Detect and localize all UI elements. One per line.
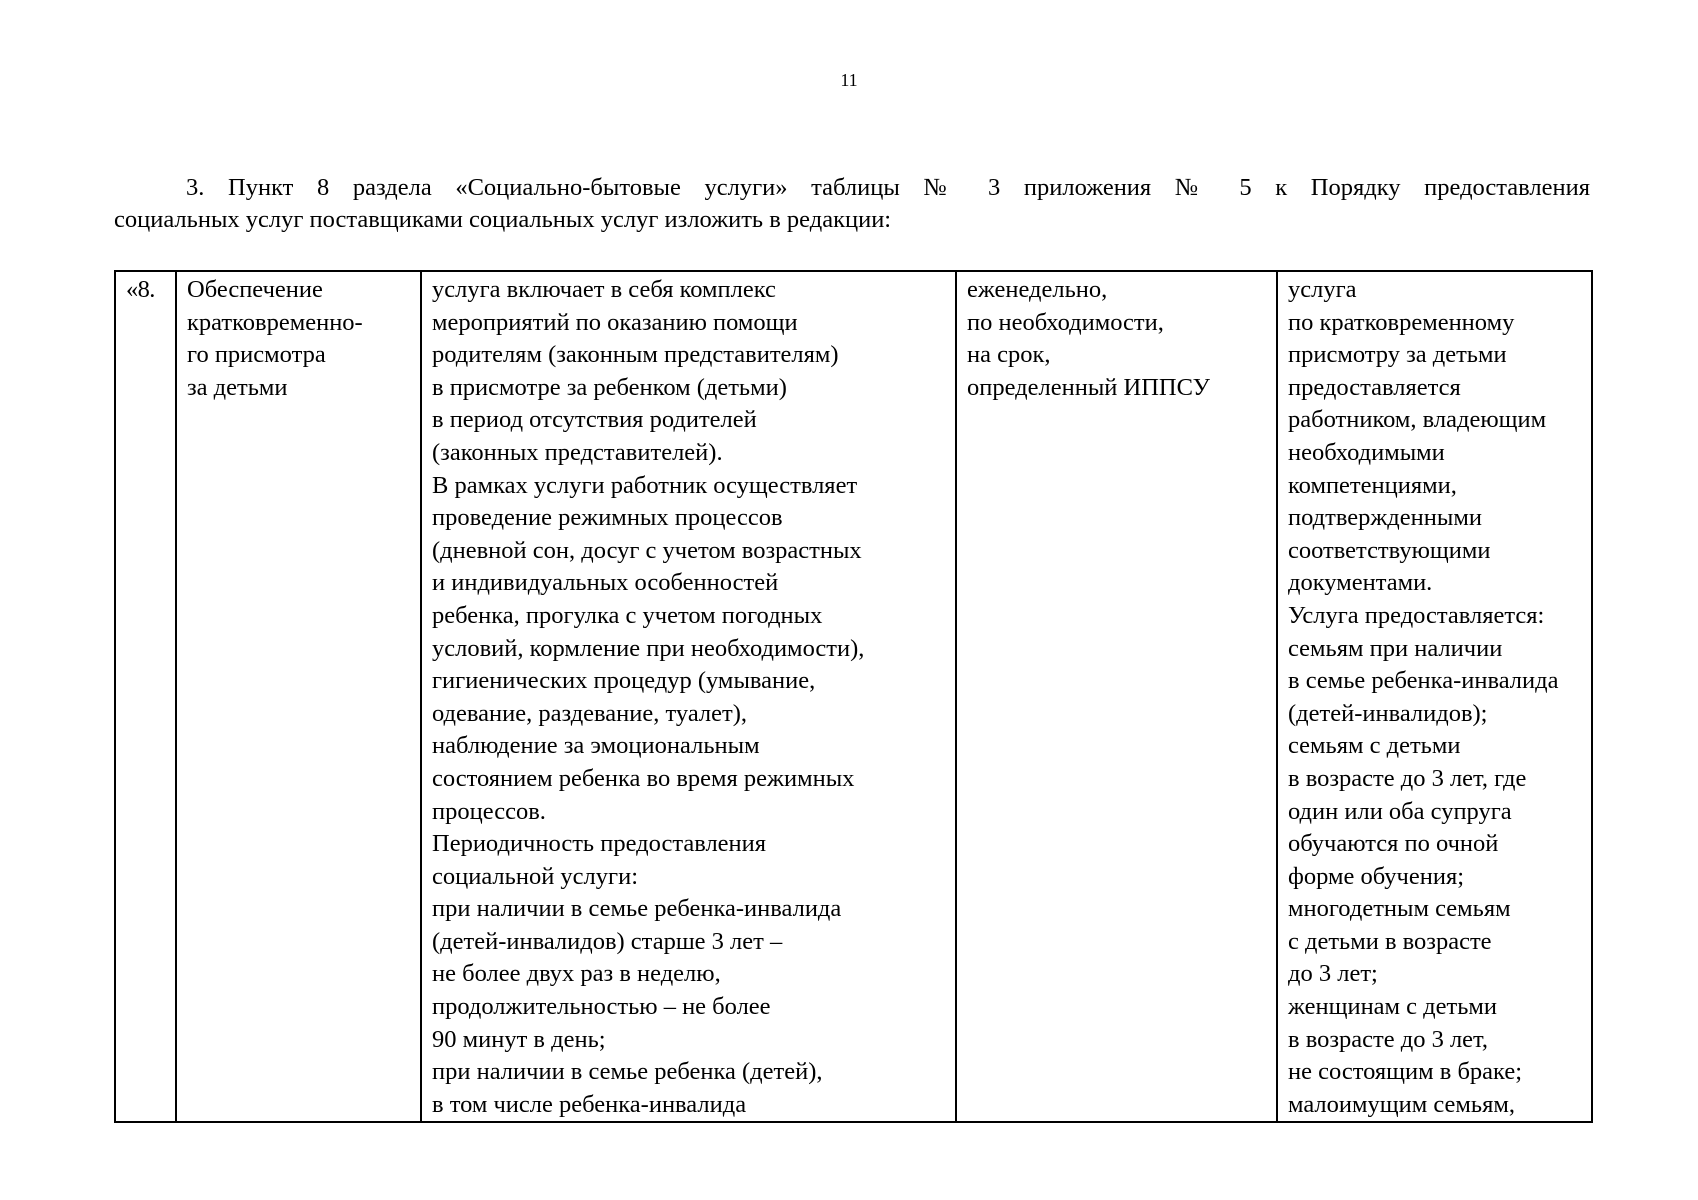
cell-text-line: при наличии в семье ребенка (детей), bbox=[432, 1058, 823, 1086]
amendment-paragraph-line-1: 3. Пункт 8 раздела «Социально-бытовые услуги» таблицы № 3 приложения № 5 к Порядку предоставления bbox=[186, 174, 1590, 201]
cell-text-line: по кратковременному bbox=[1288, 308, 1515, 336]
item-number: «8. bbox=[126, 276, 155, 303]
cell-text-line: продолжительностью – не более bbox=[432, 993, 771, 1021]
service-description-cell bbox=[421, 271, 956, 1122]
cell-text-line: в возрасте до 3 лет, bbox=[1288, 1025, 1489, 1053]
cell-text-line: в возрасте до 3 лет, где bbox=[1288, 764, 1527, 792]
cell-text-line: гигиенических процедур (умывание, bbox=[432, 667, 816, 695]
cell-text-line: в семье ребенка-инвалида bbox=[1288, 667, 1559, 695]
cell-text-line: Периодичность предоставления bbox=[432, 830, 767, 858]
page-number: 11 bbox=[840, 70, 858, 90]
cell-text-line: родителям (законным представителям) bbox=[432, 341, 839, 369]
cell-text-line: в период отсутствия родителей bbox=[432, 406, 757, 434]
cell-text-line: предоставляется bbox=[1288, 373, 1461, 401]
cell-text-line: женщинам с детьми bbox=[1288, 993, 1498, 1021]
cell-text-line: процессов. bbox=[432, 797, 546, 825]
cell-text-line: В рамках услуги работник осуществляет bbox=[432, 471, 858, 499]
cell-text-line: определенный ИППСУ bbox=[967, 373, 1210, 401]
cell-text-line: наблюдение за эмоциональным bbox=[432, 732, 760, 760]
cell-text-line: соответствующими bbox=[1288, 536, 1491, 564]
cell-text-line: малоимущим семьям, bbox=[1288, 1090, 1515, 1118]
cell-text-line: форме обучения; bbox=[1288, 862, 1465, 890]
cell-text-line: семьям при наличии bbox=[1288, 634, 1503, 662]
cell-text-line: в присмотре за ребенком (детьми) bbox=[432, 373, 787, 401]
cell-text-line: многодетным семьям bbox=[1288, 895, 1511, 923]
amendment-paragraph bbox=[114, 172, 1590, 236]
cell-text-line: Услуга предоставляется: bbox=[1288, 601, 1545, 629]
cell-text-line: с детьми в возрасте bbox=[1288, 927, 1492, 955]
cell-text-line: обучаются по очной bbox=[1288, 830, 1499, 858]
frequency-cell bbox=[956, 271, 1277, 1122]
item-number-cell bbox=[115, 271, 176, 1122]
cell-text-line: в том числе ребенка-инвалида bbox=[432, 1090, 747, 1118]
service-description-lines bbox=[432, 274, 947, 1121]
conditions-lines bbox=[1288, 274, 1583, 1121]
cell-text-line: условий, кормление при необходимости), bbox=[432, 634, 865, 662]
cell-text-line: еженедельно, bbox=[967, 276, 1108, 303]
services-table bbox=[114, 270, 1593, 1123]
cell-text-line: услуга включает в себя комплекс bbox=[432, 276, 776, 303]
cell-text-line: присмотру за детьми bbox=[1288, 341, 1507, 369]
service-name-cell bbox=[176, 271, 421, 1122]
cell-text-line: проведение режимных процессов bbox=[432, 504, 783, 532]
cell-text-line: на срок, bbox=[967, 341, 1051, 369]
cell-text-line: социальной услуги: bbox=[432, 862, 639, 890]
cell-text-line: семьям с детьми bbox=[1288, 732, 1461, 760]
cell-text-line: документами. bbox=[1288, 569, 1433, 597]
cell-text-line: (детей-инвалидов) старше 3 лет – bbox=[432, 927, 783, 955]
cell-text-line: 90 минут в день; bbox=[432, 1025, 606, 1053]
cell-text-line: не более двух раз в неделю, bbox=[432, 960, 721, 988]
cell-text-line: до 3 лет; bbox=[1288, 960, 1378, 988]
cell-text-line: го присмотра bbox=[187, 341, 326, 369]
cell-text-line: (детей-инвалидов); bbox=[1288, 699, 1488, 727]
cell-text-line: ребенка, прогулка с учетом погодных bbox=[432, 601, 823, 629]
frequency-lines bbox=[967, 274, 1268, 404]
cell-text-line: не состоящим в браке; bbox=[1288, 1058, 1523, 1086]
cell-text-line: мероприятий по оказанию помощи bbox=[432, 308, 798, 336]
table-row bbox=[115, 271, 1592, 1122]
cell-text-line: состоянием ребенка во время режимных bbox=[432, 764, 855, 792]
cell-text-line: кратковременно- bbox=[187, 308, 363, 336]
cell-text-line: один или оба супруга bbox=[1288, 797, 1512, 825]
cell-text-line: услуга bbox=[1288, 276, 1357, 303]
conditions-cell bbox=[1277, 271, 1592, 1122]
cell-text-line: Обеспечение bbox=[187, 276, 323, 303]
cell-text-line: за детьми bbox=[187, 373, 288, 401]
cell-text-line: по необходимости, bbox=[967, 308, 1164, 336]
cell-text-line: одевание, раздевание, туалет), bbox=[432, 699, 748, 727]
cell-text-line: компетенциями, bbox=[1288, 471, 1457, 499]
cell-text-line: при наличии в семье ребенка-инвалида bbox=[432, 895, 842, 923]
cell-text-line: подтвержденными bbox=[1288, 504, 1482, 532]
amendment-paragraph-line-2: социальных услуг поставщиками социальных услуг изложить в редакции: bbox=[114, 206, 892, 233]
cell-text-line: работником, владеющим bbox=[1288, 406, 1547, 434]
cell-text-line: (законных представителей). bbox=[432, 438, 723, 466]
cell-text-line: и индивидуальных особенностей bbox=[432, 569, 779, 597]
service-name-lines bbox=[187, 274, 412, 404]
cell-text-line: необходимыми bbox=[1288, 438, 1445, 466]
cell-text-line: (дневной сон, досуг с учетом возрастных bbox=[432, 536, 862, 564]
